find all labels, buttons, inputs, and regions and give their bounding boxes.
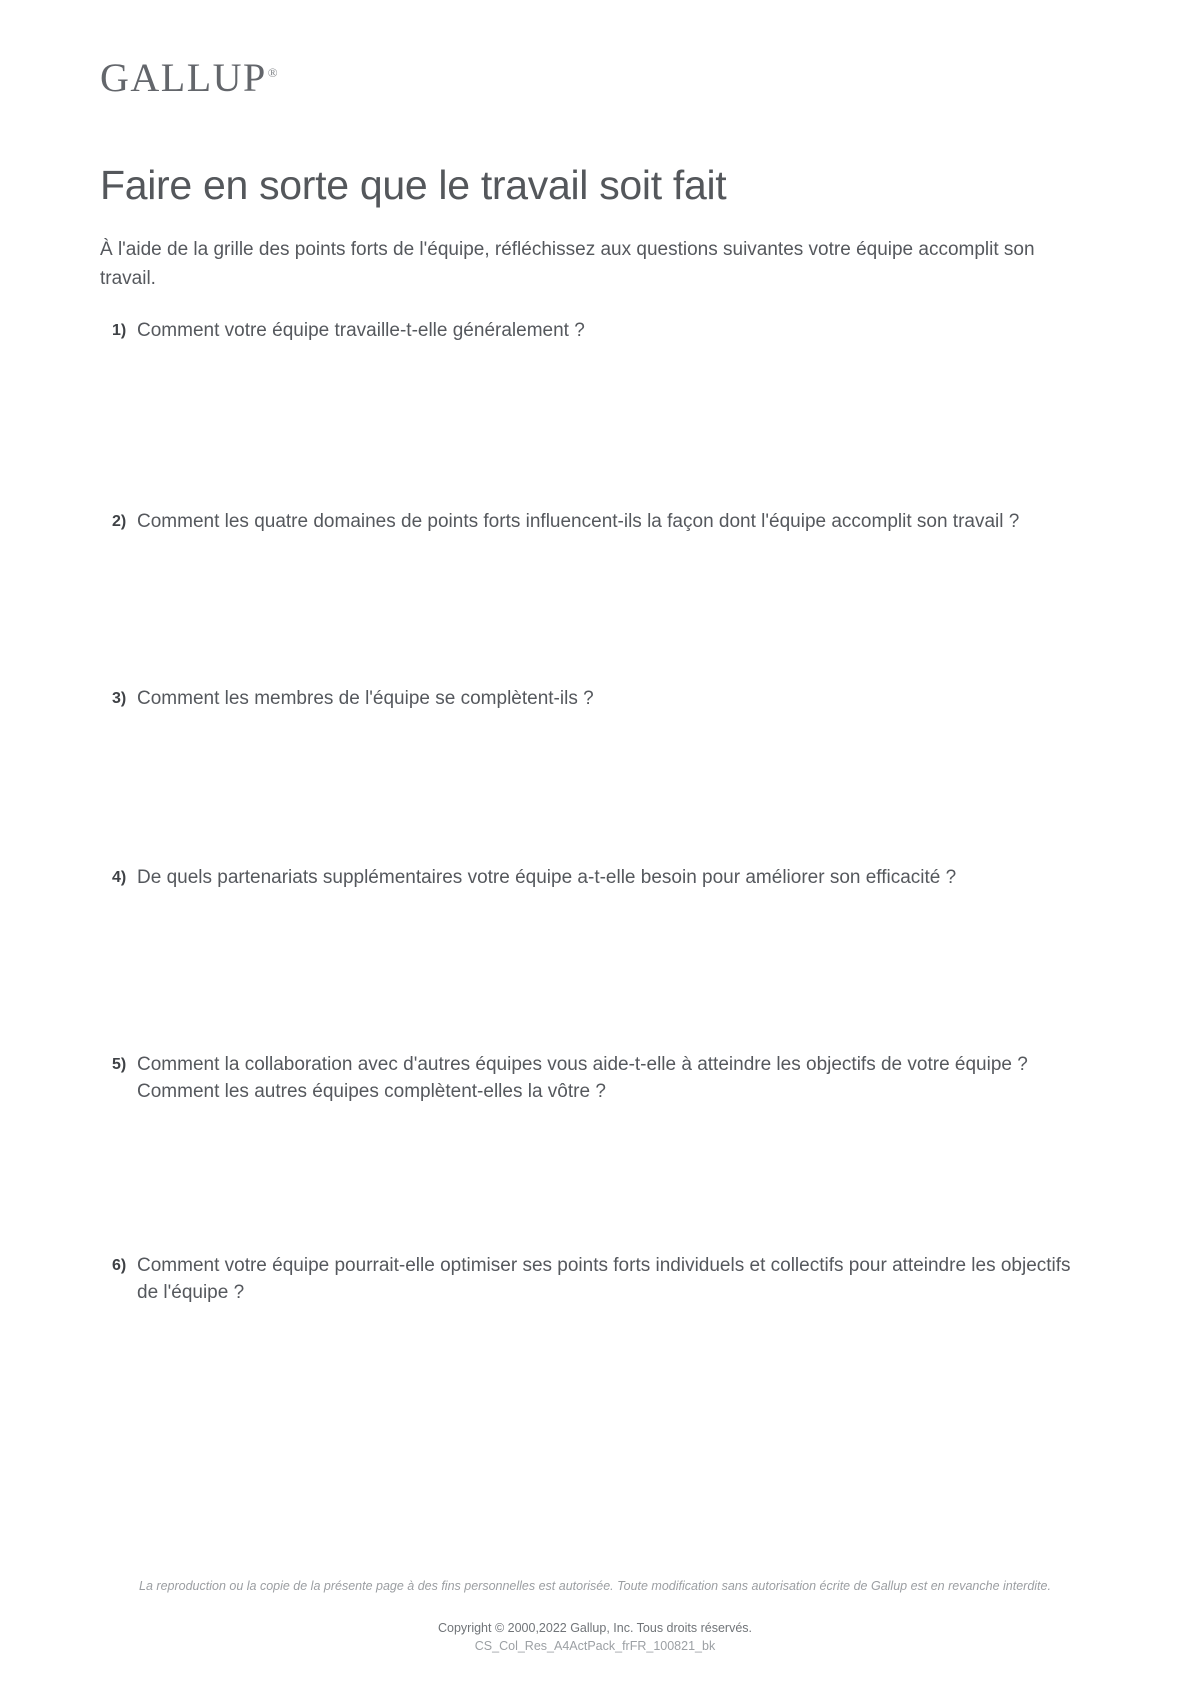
question-text: Comment votre équipe pourrait-elle optimiser ses points forts individuels et collectifs pour atteindre les objectifs de l'équipe ?	[137, 1255, 1071, 1304]
question-list	[100, 317, 1090, 1306]
gallup-logo-text: GALLUP	[100, 55, 267, 100]
question-item-4	[100, 864, 1090, 891]
question-text: Comment la collaboration avec d'autres équipes vous aide-t-elle à atteindre les objectifs de votre équipe ? Comment les autres équipes complètent-elles la vôtre ?	[137, 1054, 1028, 1103]
question-item-2	[100, 508, 1090, 535]
question-number: 3)	[112, 690, 127, 708]
question-text: De quels partenariats supplémentaires votre équipe a-t-elle besoin pour améliorer son efficacité ?	[137, 867, 957, 889]
document-id-text: CS_Col_Res_A4ActPack_frFR_100821_bk	[474, 1639, 716, 1653]
question-text: Comment les membres de l'équipe se complètent-ils ?	[137, 688, 594, 710]
question-number: 2)	[112, 513, 127, 531]
question-item-1	[100, 317, 1090, 344]
page-title: Faire en sorte que le travail soit fait	[100, 162, 727, 208]
question-number: 4)	[112, 869, 127, 887]
copyright-text: Copyright © 2000,2022 Gallup, Inc. Tous droits réservés.	[437, 1621, 752, 1635]
question-item-5	[100, 1051, 1090, 1105]
question-item-3	[100, 685, 1090, 712]
question-text: Comment votre équipe travaille-t-elle généralement ?	[137, 320, 585, 342]
question-number: 6)	[112, 1257, 127, 1275]
question-item-6	[100, 1252, 1090, 1306]
intro-paragraph: À l'aide de la grille des points forts de l'équipe, réfléchissez aux questions suivantes votre équipe accomplit son travail.	[100, 239, 1035, 290]
reproduction-permission-note: La reproduction ou la copie de la présente page à des fins personnelles est autorisée. Toute modification sans autorisation écrite de Gallup est en revanche interdite.	[139, 1579, 1051, 1593]
question-number: 5)	[112, 1056, 127, 1074]
gallup-logo	[100, 55, 1090, 100]
question-text: Comment les quatre domaines de points forts influencent-ils la façon dont l'équipe accomplit son travail ?	[137, 511, 1020, 533]
registered-trademark-symbol: ®	[267, 64, 278, 80]
question-number: 1)	[112, 322, 127, 340]
